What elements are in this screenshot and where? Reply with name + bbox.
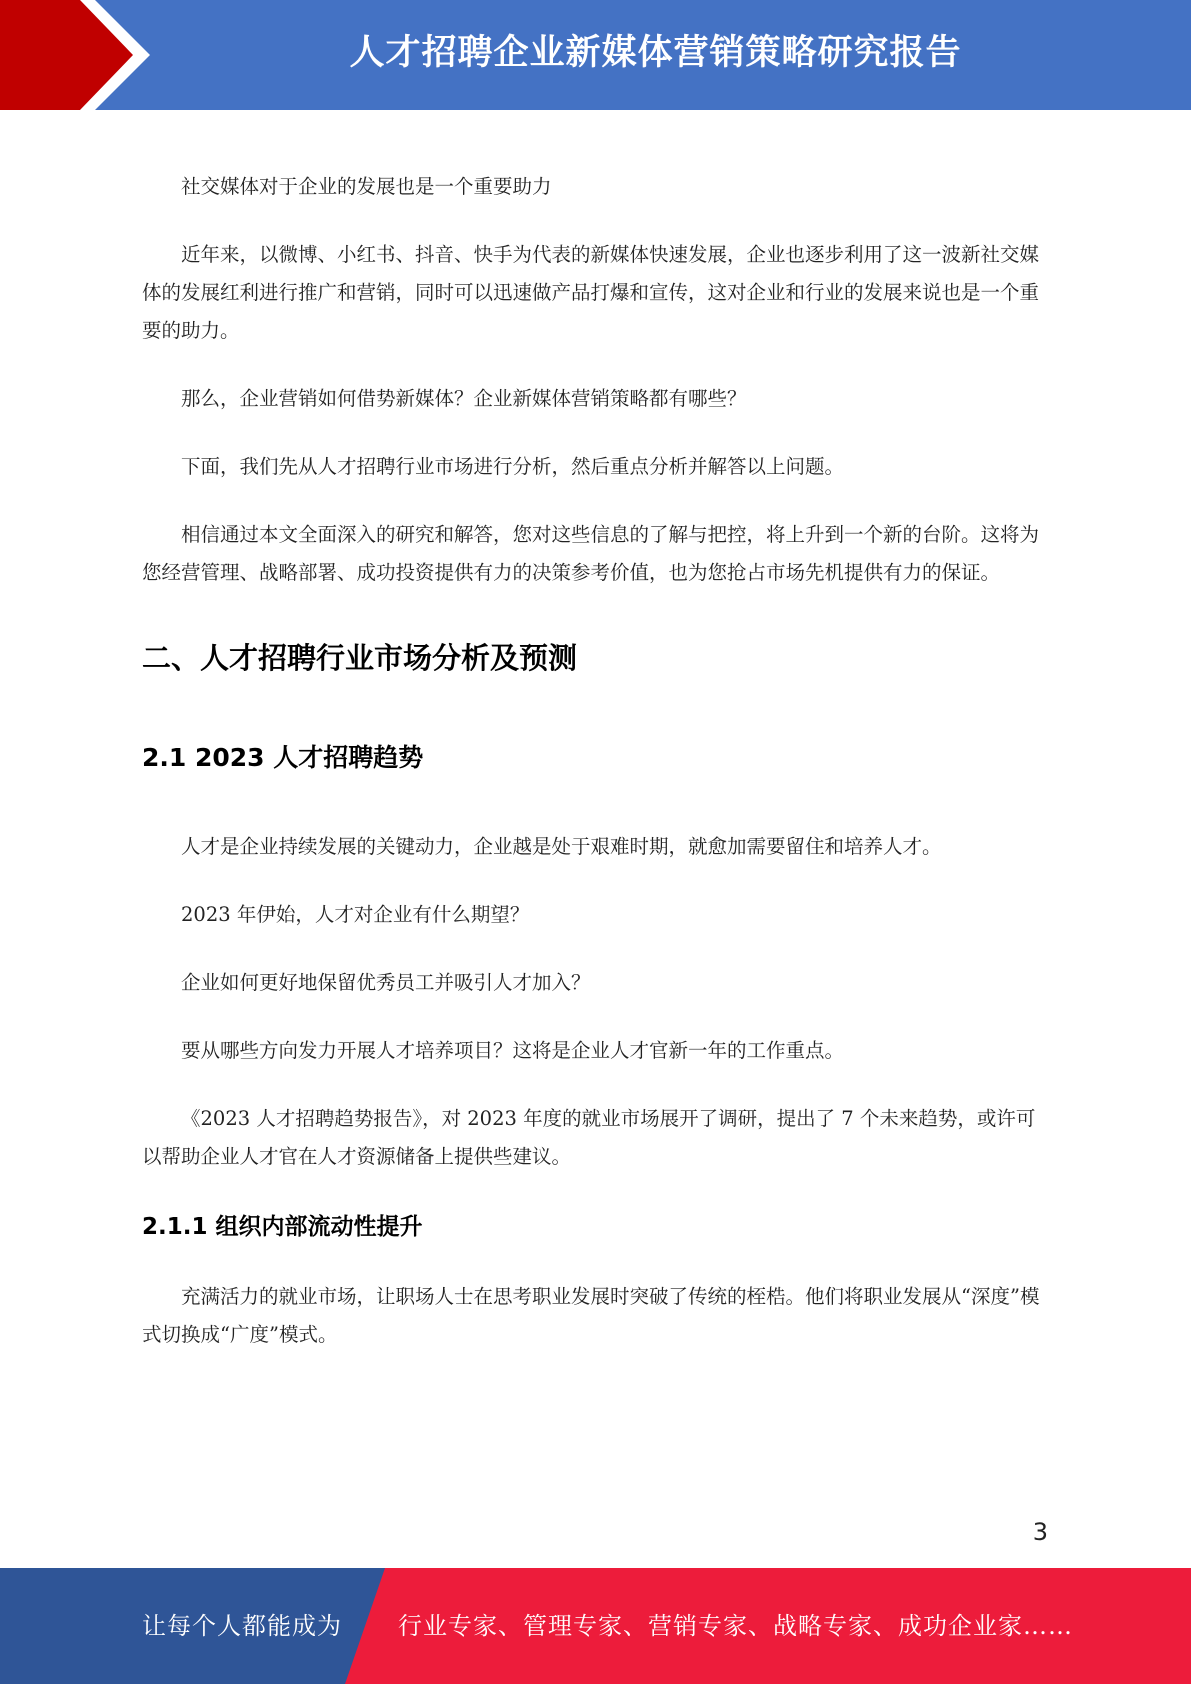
- paragraph: 2023 年伊始，人才对企业有什么期望？: [181, 903, 530, 926]
- paragraph: 社交媒体对于企业的发展也是一个重要助力: [181, 175, 552, 198]
- paragraph: 近年来，以微博、小红书、抖音、快手为代表的新媒体快速发展，企业也逐步利用了这一波新社交媒体的发展红利进行推广和营销，同时可以迅速做产品打爆和宣传，这对企业和行业的发展来说也是一个重要的助力。: [142, 243, 1040, 342]
- paragraph: 人才是企业持续发展的关键动力，企业越是处于艰难时期，就愈加需要留住和培养人才。: [181, 835, 942, 858]
- page-footer: [0, 1568, 1191, 1684]
- document-body: [142, 168, 1048, 1354]
- paragraph: 企业如何更好地保留优秀员工并吸引人才加入？: [181, 971, 591, 994]
- paragraph: 要从哪些方向发力开展人才培养项目？这将是企业人才官新一年的工作重点。: [181, 1039, 845, 1062]
- footer-slogan-right: 行业专家、管理专家、营销专家、战略专家、成功企业家……: [398, 1612, 1073, 1640]
- paragraph: 相信通过本文全面深入的研究和解答，您对这些信息的了解与把控，将上升到一个新的台阶。这将为您经营管理、战略部署、成功投资提供有力的决策参考价值，也为您抢占市场先机提供有力的保证。: [142, 523, 1040, 584]
- page-number: 3: [1032, 1518, 1048, 1546]
- paragraph: 《2023 人才招聘趋势报告》，对 2023 年度的就业市场展开了调研，提出了 7 个未来趋势，或许可以帮助企业人才官在人才资源储备上提供些建议。: [142, 1107, 1036, 1168]
- subsection-heading: 2.1 2023 人才招聘趋势: [142, 743, 424, 772]
- header-title: 人才招聘企业新媒体营销策略研究报告: [349, 33, 962, 73]
- footer-slogan-left: 让每个人都能成为: [142, 1612, 342, 1640]
- paragraph: 下面，我们先从人才招聘行业市场进行分析，然后重点分析并解答以上问题。: [181, 455, 845, 478]
- section-heading: 二、人才招聘行业市场分析及预测: [142, 641, 578, 675]
- paragraph: 充满活力的就业市场，让职场人士在思考职业发展时突破了传统的桎梏。他们将职业发展从“深度”模式切换成“广度”模式。: [142, 1285, 1040, 1346]
- paragraph: 那么，企业营销如何借势新媒体？企业新媒体营销策略都有哪些？: [181, 387, 747, 410]
- page-header: [0, 0, 1191, 110]
- subsubsection-heading: 2.1.1 组织内部流动性提升: [142, 1214, 423, 1240]
